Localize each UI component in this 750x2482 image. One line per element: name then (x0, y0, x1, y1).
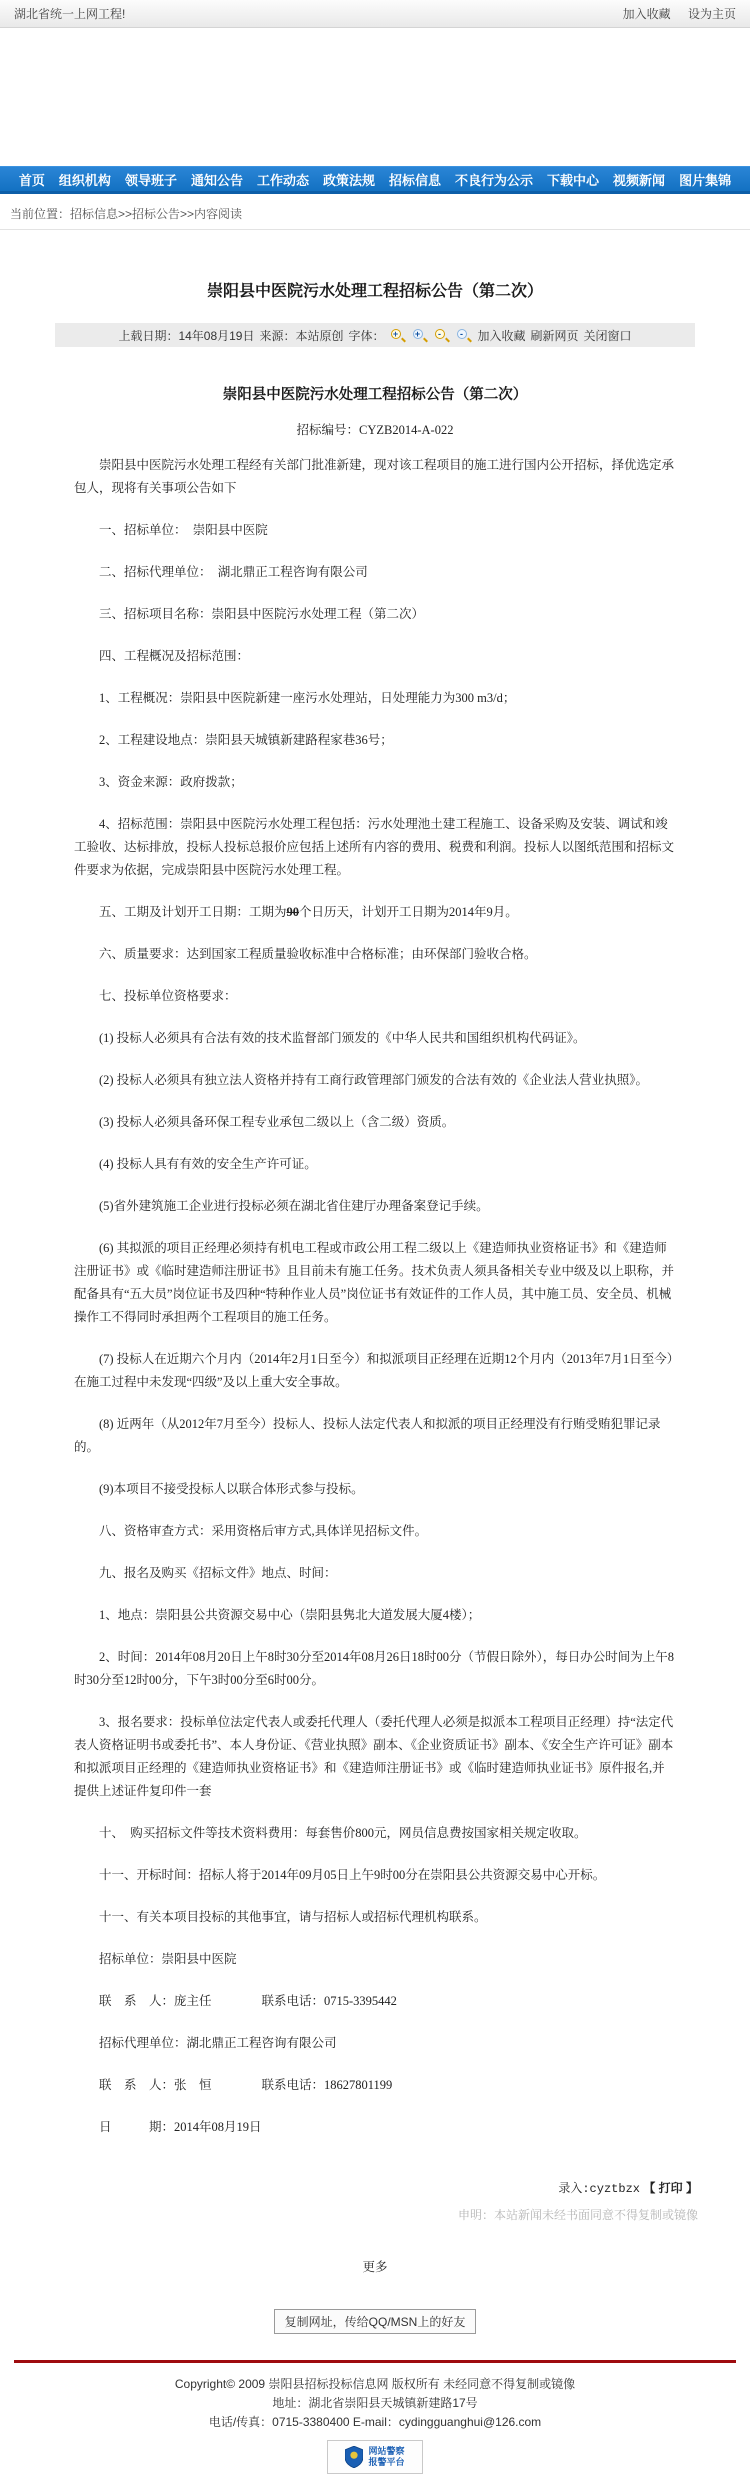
article-paragraph: 六、质量要求：达到国家工程质量验收标准中合格标准；由环保部门验收合格。 (99, 947, 537, 961)
font-increase-icon[interactable]: + (413, 328, 428, 342)
banner-placeholder (0, 28, 750, 166)
content-title: 崇阳县中医院污水处理工程招标公告（第二次） (222, 387, 528, 403)
article-paragraph: (2) 投标人必须具有独立法人资格并持有工商行政管理部门颁发的合法有效的《企业法人营业执照》。 (99, 1073, 648, 1087)
article-paragraph: 十、 购买招标文件等技术资料费用：每套售价800元，网员信息费按国家相关规定收取。 (99, 1826, 587, 1840)
article-paragraph: (1) 投标人必须具有合法有效的技术监督部门颁发的《中华人民共和国组织机构代码证》。 (99, 1031, 586, 1045)
meta-add-favorite[interactable]: 加入收藏 (477, 328, 526, 343)
nav-item[interactable]: 工作动态 (256, 172, 309, 188)
article-paragraph: (4) 投标人具有有效的安全生产许可证。 (99, 1157, 317, 1171)
nav-item[interactable]: 组织机构 (58, 172, 111, 188)
font-decrease-icon[interactable]: - (457, 328, 472, 342)
article-paragraph: 日 期：2014年08月19日 (99, 2120, 262, 2134)
footer (14, 2360, 736, 2482)
share-url-button[interactable]: 复制网址，传给QQ/MSN上的好友 (274, 2309, 477, 2334)
article-paragraph: 招标单位：崇阳县中医院 (99, 1952, 237, 1966)
badge-line1: 网站警察 (368, 2446, 405, 2456)
article-paragraph: 1、工程概况：崇阳县中医院新建一座污水处理站，日处理能力为300 m3/d； (99, 691, 516, 705)
meta-refresh-page[interactable]: 刷新网页 (530, 328, 579, 343)
article-paragraph: 三、招标项目名称：崇阳县中医院污水处理工程（第二次） (99, 607, 425, 621)
article-paragraph: 一、招标单位： 崇阳县中医院 (99, 523, 268, 537)
article-paragraph: 联 系 人：张 恒 联系电话：18627801199 (99, 2078, 393, 2092)
article-paragraph: 1、地点：崇阳县公共资源交易中心（崇阳县隽北大道发展大厦4楼）； (99, 1608, 481, 1622)
add-favorite-link[interactable]: 加入收藏 (622, 7, 671, 21)
copy-notice: 申明：本站新闻未经书面同意不得复制或镜像 (457, 2208, 698, 2222)
article-paragraph: (7) 投标人在近期六个月内（2014年2月1日至今）和拟派项目正经理在近期12个月内（2013年7月1日至今）在施工过程中未发现“四级”及以上重大安全事故。 (74, 1352, 673, 1389)
nav-item[interactable]: 领导班子 (124, 172, 177, 188)
nav-item[interactable]: 下载中心 (547, 172, 600, 188)
article-source: 来源：本站原创 (259, 328, 344, 343)
upload-date: 上载日期：14年08月19日 (118, 328, 255, 343)
nav-item[interactable]: 招标信息 (389, 172, 442, 188)
article-paragraph: (9)本项目不接受投标人以联合体形式参与投标。 (99, 1482, 364, 1496)
set-homepage-link[interactable]: 设为主页 (687, 7, 736, 21)
nav-item[interactable]: 视频新闻 (613, 172, 666, 188)
meta-close-window[interactable]: 关闭窗口 (583, 328, 632, 343)
article-paragraph: 九、报名及购买《招标文件》地点、时间： (99, 1566, 337, 1580)
article-paragraph: 七、投标单位资格要求： (99, 989, 237, 1003)
article-paragraph: 2、工程建设地点：崇阳县天城镇新建路程家巷36号； (99, 733, 393, 747)
article-meta-bar (55, 323, 695, 347)
badge-line2: 报警平台 (368, 2457, 405, 2467)
font-zoom-in-icon[interactable]: + (391, 328, 406, 342)
more-link[interactable]: 更多 (362, 2260, 388, 2274)
font-zoom-out-icon[interactable]: - (435, 328, 450, 342)
article-paragraph: 四、工程概况及招标范围： (99, 649, 250, 663)
main-nav (0, 166, 750, 194)
site-slogan: 湖北省统一上网工程! (14, 7, 126, 21)
nav-item[interactable]: 不良行为公示 (455, 172, 534, 188)
article-body (0, 438, 750, 2139)
article-paragraph: 十一、有关本项目投标的其他事宜，请与招标人或招标代理机构联系。 (99, 1910, 487, 1924)
police-badge-icon (345, 2446, 363, 2468)
police-badge-link[interactable] (327, 2440, 423, 2474)
article-paragraph: 4、招标范围：崇阳县中医院污水处理工程包括：污水处理池土建工程施工、设备采购及安装、调试和竣工验收、达标排放，投标人投标总报价应包括上述所有内容的费用、税费和利润。投标人以图纸范围和招标文件要求为依据，完成崇阳县中医院污水处理工程。 (74, 817, 675, 877)
article-paragraph: 联 系 人：庞主任 联系电话：0715-3395442 (99, 1994, 397, 2008)
font-size-label: 字体： (348, 328, 385, 343)
nav-item[interactable]: 首页 (18, 172, 45, 188)
nav-item[interactable]: 通知公告 (190, 172, 243, 188)
breadcrumb-label: 当前位置： (10, 207, 71, 221)
article-paragraph: (8) 近两年（从2012年7月至今）投标人、投标人法定代表人和拟派的项目正经理没有行贿受贿犯罪记录的。 (74, 1417, 661, 1454)
article-paragraph: 二、招标代理单位： 湖北鼎正工程咨询有限公司 (99, 565, 368, 579)
post-meta (0, 2179, 750, 2223)
article-paragraph: 3、报名要求：投标单位法定代表人或委托代理人（委托代理人必须是拟派本工程项目正经理）持“法定代表人资格证明书或委托书”、本人身份证、《营业执照》副本、《企业资质证书》副本、《安全生产许可证》副本和拟派项目正经理的《建造师执业资格证书》和《建造师注册证书》或《临时建造师执业证书》原件报名,并提供上述证件复印件一套 (74, 1715, 674, 1798)
article-paragraph: 3、资金来源：政府拨款； (99, 775, 243, 789)
top-bar (0, 0, 750, 28)
article-paragraph: 五、工期及计划开工日期：工期为90个日历天，计划开工日期为2014年9月。 (99, 905, 518, 919)
article-paragraph: 八、资格审查方式：采用资格后审方式,具体详见招标文件。 (99, 1524, 428, 1538)
article-paragraph: (6) 其拟派的项目正经理必须持有机电工程或市政公用工程二级以上《建造师执业资格证书》和《建造师注册证书》或《临时建造师注册证书》且目前未有施工任务。技术负责人须具备相关专业中级及以上职称，并配备具有“五大员”岗位证书及四种“特种作业人员”岗位证书有效证件的工作人员，其中施工员、安全员、机械操作工不得同时承担两个工程项目的施工任务。 (74, 1241, 675, 1324)
article-paragraph: (5)省外建筑施工企业进行投标必须在湖北省住建厅办理备案登记手续。 (99, 1199, 489, 1213)
article-paragraph: 招标代理单位：湖北鼎正工程咨询有限公司 (99, 2036, 337, 2050)
article-paragraph: 十一、开标时间：招标人将于2014年09月05日上午9时00分在崇阳县公共资源交易中心开标。 (99, 1868, 606, 1882)
nav-item[interactable]: 图片集锦 (679, 172, 732, 188)
breadcrumb-path[interactable]: 招标信息>>招标公告>>内容阅读 (70, 207, 243, 221)
tender-number: 招标编号：CYZB2014-A-022 (296, 423, 454, 437)
footer-address: 地址：湖北省崇阳县天城镇新建路17号 (272, 2396, 478, 2410)
article-paragraph: 2、时间：2014年08月20日上午8时30分至2014年08月26日18时00分（节假日除外），每日办公时间为上午8时30分至12时00分，下午3时00分至6时00分。 (74, 1650, 675, 1687)
article-paragraph: 崇阳县中医院污水处理工程经有关部门批准新建，现对该工程项目的施工进行国内公开招标，择优选定承包人，现将有关事项公告如下 (74, 458, 675, 495)
footer-copyright: Copyright© 2009 崇阳县招标投标信息网 版权所有 未经同意不得复制或镜像 (174, 2377, 576, 2391)
article-paragraph: (3) 投标人必须具备环保工程专业承包二级以上（含二级）资质。 (99, 1115, 455, 1129)
police-badge-text (368, 2446, 404, 2468)
topbar-links (609, 5, 736, 22)
entry-author: 录入:cyztbzx (558, 2182, 640, 2196)
nav-item[interactable]: 政策法规 (322, 172, 375, 188)
page-title: 崇阳县中医院污水处理工程招标公告（第二次） (206, 283, 543, 300)
breadcrumb (0, 197, 750, 230)
print-button[interactable]: 【 打印 】 (643, 2181, 698, 2195)
footer-contact: 电话/传真：0715-3380400 E-mail：cydingguanghui@126.com (208, 2415, 542, 2429)
